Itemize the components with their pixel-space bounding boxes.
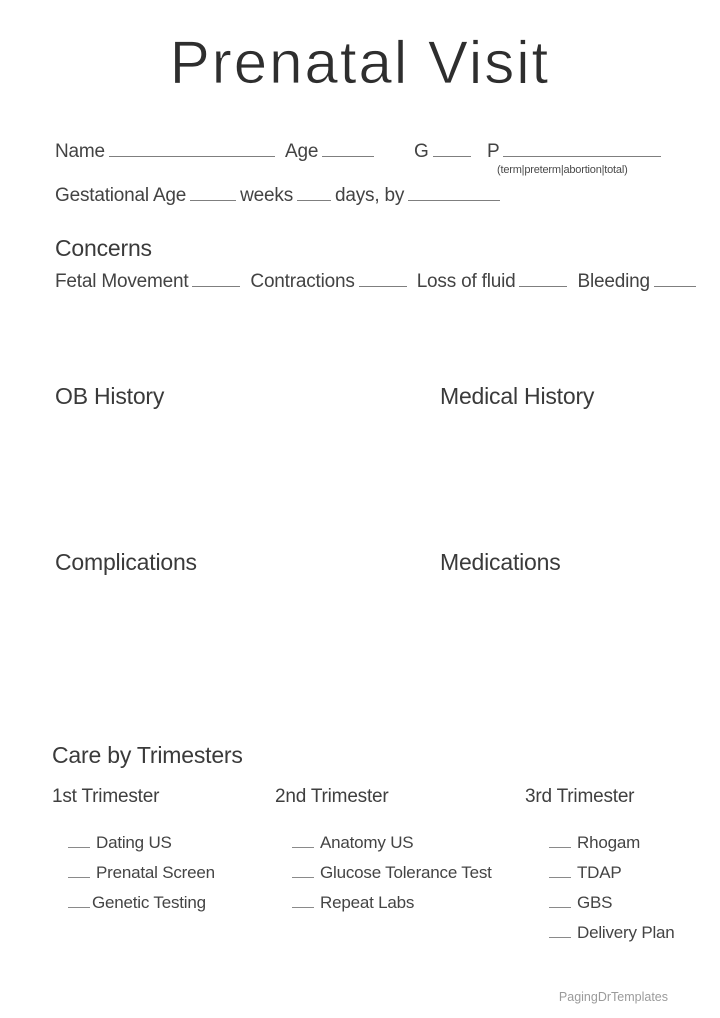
care-by-trimesters-heading: Care by Trimesters (52, 742, 243, 768)
repeat-labs-blank[interactable] (292, 895, 314, 908)
checklist-item-repeat-labs[interactable] (292, 888, 492, 918)
checklist-item-dating-us[interactable] (68, 828, 215, 858)
contractions-label: Contractions (250, 271, 355, 292)
dating-us-label: Dating US (96, 833, 172, 852)
ob-history-heading: OB History (55, 383, 165, 409)
days-by-label: days, by (335, 185, 405, 206)
first-trimester-checklist (68, 828, 215, 918)
fetal-movement-blank[interactable] (192, 272, 240, 287)
name-label: Name (55, 141, 105, 162)
concerns-heading: Concerns (55, 235, 152, 261)
delivery-plan-label: Delivery Plan (577, 923, 675, 942)
para-label: P (487, 141, 500, 162)
age-label: Age (285, 141, 319, 162)
age-blank[interactable] (322, 142, 374, 157)
checklist-item-prenatal-screen[interactable] (68, 858, 215, 888)
gestational-method-blank[interactable] (408, 186, 500, 201)
second-trimester-checklist (292, 828, 492, 918)
glucose-tolerance-test-label: Glucose Tolerance Test (320, 863, 492, 882)
checklist-item-genetic-testing[interactable] (68, 888, 215, 918)
checklist-item-delivery-plan[interactable] (549, 918, 675, 948)
anatomy-us-label: Anatomy US (320, 833, 414, 852)
gestational-age-row (55, 184, 504, 208)
page-title: Prenatal Visit (169, 29, 551, 96)
checklist-item-glucose-tolerance-test[interactable] (292, 858, 492, 888)
loss-of-fluid-blank[interactable] (519, 272, 567, 287)
gravida-label: G (414, 141, 429, 162)
bleeding-blank[interactable] (654, 272, 696, 287)
complications-heading: Complications (55, 549, 197, 575)
gbs-blank[interactable] (549, 895, 571, 908)
medical-history-heading: Medical History (440, 383, 595, 409)
third-trimester-checklist (549, 828, 675, 948)
gestational-age-label: Gestational Age (55, 185, 187, 206)
medications-heading: Medications (440, 549, 561, 575)
checklist-item-gbs[interactable] (549, 888, 675, 918)
name-field-group (55, 140, 279, 164)
para-field-group (487, 140, 665, 164)
anatomy-us-blank[interactable] (292, 835, 314, 848)
genetic-testing-label: Genetic Testing (92, 893, 206, 912)
genetic-testing-blank[interactable] (68, 895, 90, 908)
age-field-group (285, 140, 378, 164)
glucose-tolerance-test-blank[interactable] (292, 865, 314, 878)
rhogam-label: Rhogam (577, 833, 641, 852)
dating-us-blank[interactable] (68, 835, 90, 848)
tdap-blank[interactable] (549, 865, 571, 878)
checklist-item-tdap[interactable] (549, 858, 675, 888)
contractions-blank[interactable] (359, 272, 407, 287)
first-trimester-heading: 1st Trimester (52, 786, 160, 807)
gestational-days-blank[interactable] (297, 186, 331, 201)
para-blank[interactable] (503, 142, 661, 157)
loss-of-fluid-label: Loss of fluid (416, 271, 516, 292)
para-sublabel: (term|preterm|abortion|total) (497, 164, 628, 176)
tdap-label: TDAP (577, 863, 622, 882)
checklist-item-anatomy-us[interactable] (292, 828, 492, 858)
gestational-weeks-blank[interactable] (190, 186, 236, 201)
rhogam-blank[interactable] (549, 835, 571, 848)
watermark-credit: PagingDrTemplates (558, 990, 668, 1004)
delivery-plan-blank[interactable] (549, 925, 571, 938)
prenatal-screen-blank[interactable] (68, 865, 90, 878)
weeks-label: weeks (240, 185, 294, 206)
gravida-field-group (414, 140, 475, 164)
name-blank[interactable] (109, 142, 275, 157)
concerns-row (55, 270, 700, 294)
third-trimester-heading: 3rd Trimester (525, 786, 635, 807)
fetal-movement-label: Fetal Movement (55, 271, 189, 292)
prenatal-screen-label: Prenatal Screen (96, 863, 215, 882)
repeat-labs-label: Repeat Labs (320, 893, 415, 912)
gbs-label: GBS (577, 893, 613, 912)
bleeding-label: Bleeding (577, 271, 650, 292)
checklist-item-rhogam[interactable] (549, 828, 675, 858)
gravida-blank[interactable] (433, 142, 471, 157)
second-trimester-heading: 2nd Trimester (275, 786, 389, 807)
